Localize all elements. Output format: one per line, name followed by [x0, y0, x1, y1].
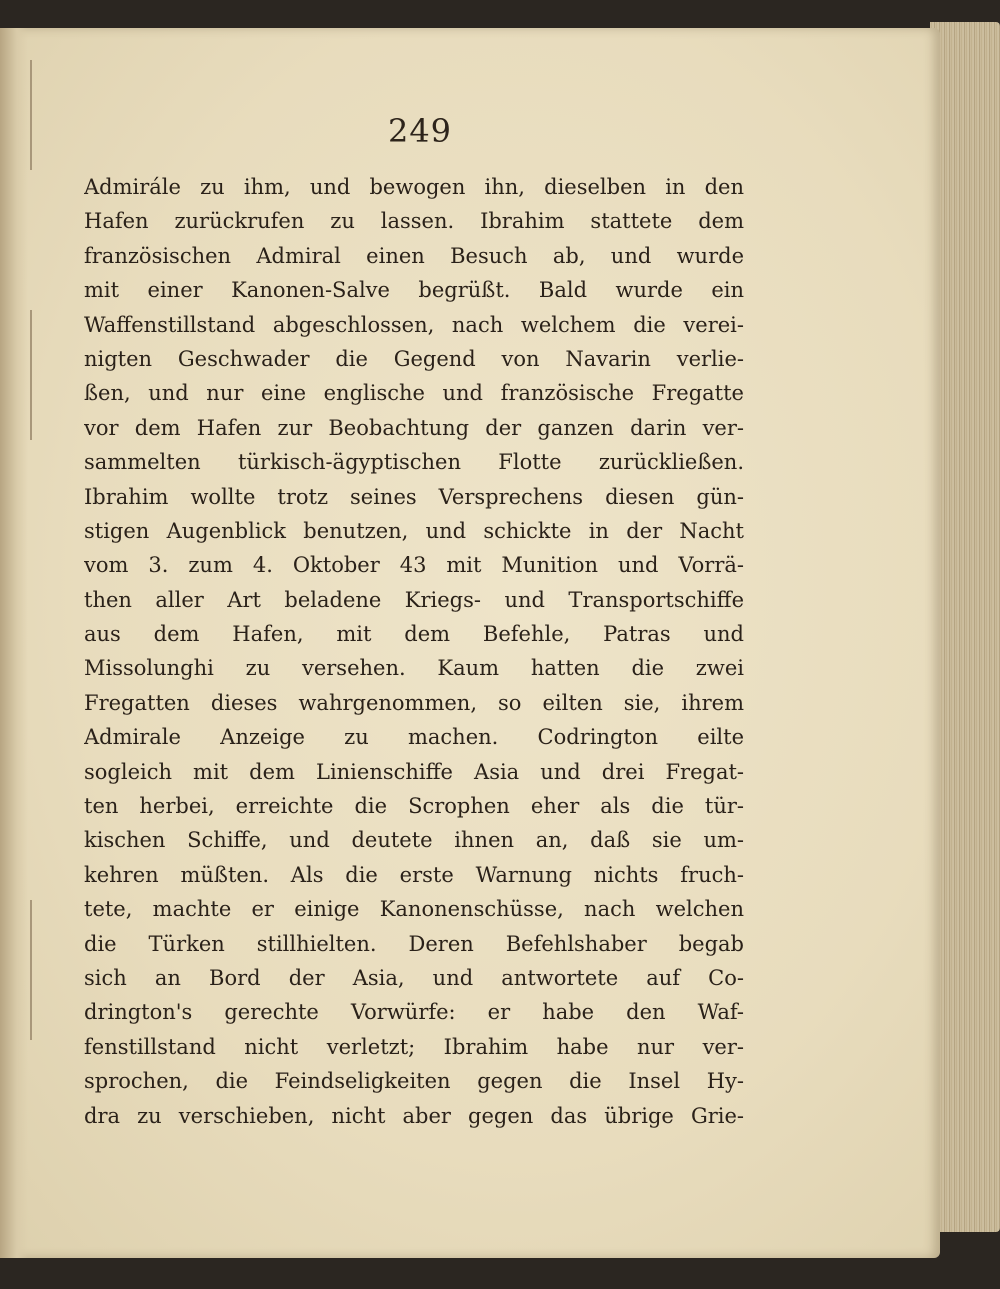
- text-line: nigten Geschwader die Gegend von Navarin verlie-: [84, 346, 744, 371]
- text-line: Admirále zu ihm, und bewogen ihn, dieselben in den: [84, 175, 744, 199]
- body-text: [84, 170, 744, 1133]
- text-line: ßen, und nur eine englische und französische Fregatte: [84, 381, 744, 406]
- text-line: mit einer Kanonen-Salve begrüßt. Bald wurde ein: [84, 278, 744, 303]
- text-line: französischen Admiral einen Besuch ab, und wurde: [84, 243, 744, 268]
- page-number: 249: [387, 112, 453, 150]
- text-line: Ibrahim wollte trotz seines Versprechens diesen gün-: [84, 484, 744, 509]
- page-edges: [930, 22, 1000, 1232]
- margin-mark: [30, 900, 32, 1040]
- text-line: sprochen, die Feindseligkeiten gegen die Insel Hy-: [84, 1069, 744, 1094]
- text-line: aus dem Hafen, mit dem Befehle, Patras und: [84, 622, 744, 647]
- binding-gutter: [0, 28, 28, 1258]
- text-line: tete, machte er einige Kanonenschüsse, nach welchen: [84, 897, 744, 922]
- text-line: then aller Art beladene Kriegs- und Transportschiffe: [84, 587, 744, 612]
- text-line: ten herbei, erreichte die Scrophen eher als die tür-: [84, 794, 744, 819]
- text-line: stigen Augenblick benutzen, und schickte in der Nacht: [84, 518, 744, 543]
- text-line: Fregatten dieses wahrgenommen, so eilten sie, ihrem: [84, 690, 744, 715]
- text-line: Waffenstillstand abgeschlossen, nach welchem die verei-: [84, 312, 744, 337]
- text-line: sich an Bord der Asia, und antwortete auf Co-: [84, 965, 744, 990]
- text-line: Missolunghi zu versehen. Kaum hatten die zwei: [84, 656, 744, 681]
- text-line: fenstillstand nicht verletzt; Ibrahim habe nur ver-: [84, 1034, 744, 1059]
- text-line: Hafen zurückrufen zu lassen. Ibrahim stattete dem: [84, 209, 744, 234]
- text-line: Admirale Anzeige zu machen. Codrington eilte: [84, 725, 744, 750]
- text-line: vom 3. zum 4. Oktober 43 mit Munition und Vorrä-: [84, 553, 744, 578]
- margin-mark: [30, 310, 32, 440]
- text-line: dra zu verschieben, nicht aber gegen das übrige Grie-: [84, 1103, 744, 1128]
- text-line: sogleich mit dem Linienschiffe Asia und drei Fregat-: [84, 759, 744, 784]
- text-line: drington's gerechte Vorwürfe: er habe den Waf-: [84, 1000, 744, 1025]
- text-line: die Türken stillhielten. Deren Befehlshaber begab: [84, 931, 744, 956]
- text-line: kischen Schiffe, und deutete ihnen an, daß sie um-: [84, 828, 744, 853]
- text-line: kehren müßten. Als die erste Warnung nichts fruch-: [84, 862, 744, 887]
- text-line: sammelten türkisch-ägyptischen Flotte zurückließen.: [84, 450, 744, 475]
- text-line: vor dem Hafen zur Beobachtung der ganzen darin ver-: [84, 415, 744, 440]
